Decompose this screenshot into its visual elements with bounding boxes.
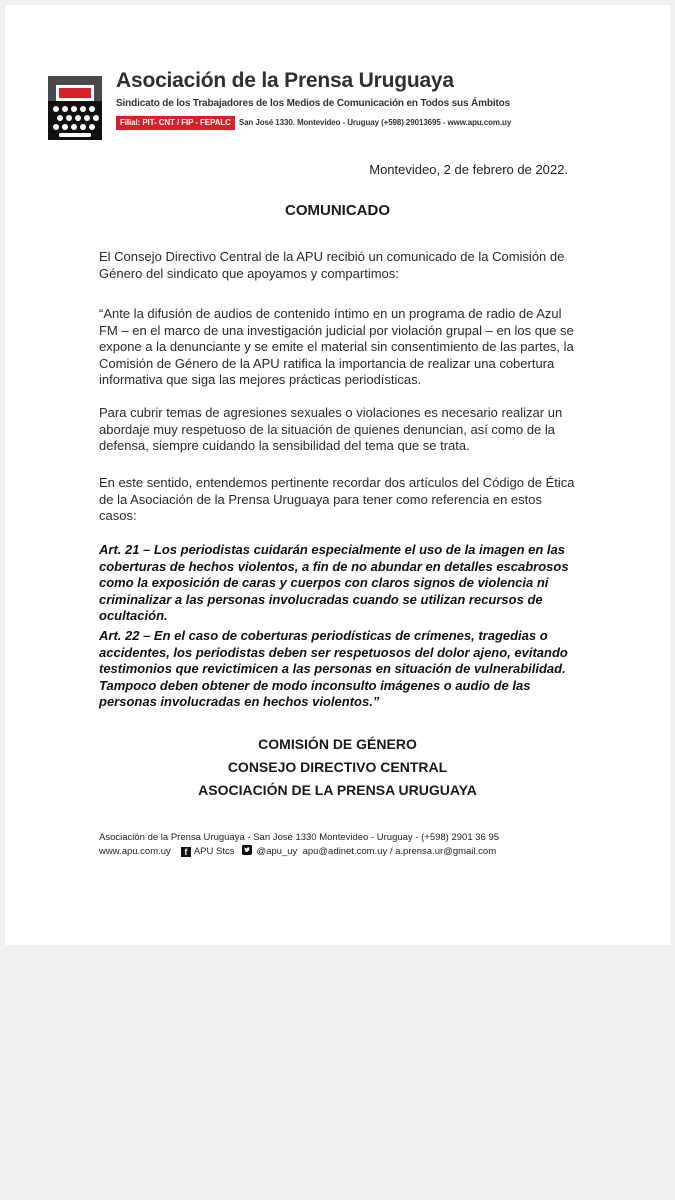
article-22: Art. 22 – En el caso de coberturas periodísticas de crímenes, tragedias o accidentes, los periodistas deben ser respetuosos del dolor ajeno, evitando testimonios que revictimicen a las personas en situación de vulnerabilidad. Tampoco deben obtener de modo inconsulto imágenes o audio de las personas involucradas en hechos violentos.”: [99, 628, 568, 710]
org-subtitle: Sindicato de los Trabajadores de los Medios de Comunicación en Todos sus Ámbitos: [116, 98, 511, 109]
facebook-icon: f: [181, 847, 191, 857]
footer-address: Asociación de la Prensa Uruguaya - San José 1330 Montevideo - Uruguay - (+598) 2901 36 95: [99, 832, 500, 843]
paragraph-approach: Para cubrir temas de agresiones sexuales o violaciones es necesario realizar un abordaje muy respetuoso de la situación de quienes denuncian, así como de la defensa, siempre cuidando la sensibilidad del tema que se trata.: [99, 405, 563, 453]
letterhead: [40, 68, 540, 144]
typewriter-icon: [45, 74, 105, 140]
paragraph-code-reference: En este sentido, entendemos pertinente recordar dos artículos del Código de Ética de la Asociación de la Prensa Uruguaya para tener como referencia en estos casos:: [99, 475, 575, 523]
letterhead-address: San José 1330. Montevideo - Uruguay (+598) 29013695 - www.apu.com.uy: [238, 118, 512, 127]
org-name: Asociación de la Prensa Uruguaya: [116, 69, 454, 92]
footer-emails[interactable]: apu@adinet.com.uy / a.prensa.ur@gmail.com: [302, 846, 497, 857]
paragraph-statement: “Ante la difusión de audios de contenido íntimo en un programa de radio de Azul FM – en el marco de una investigación judicial por violación grupal – en los que se expone a la denunciante y se emite el material sin consentimiento de las partes, la Comisión de Género de la APU ratifica la importancia de realizar una cobertura informativa que siga las mejores prácticas periodísticas.: [99, 306, 574, 387]
document-title: COMUNICADO: [285, 202, 390, 219]
footer-facebook[interactable]: APU Stcs: [193, 846, 235, 857]
footer-website[interactable]: www.apu.com.uy: [99, 846, 171, 857]
signature-council: CONSEJO DIRECTIVO CENTRAL: [227, 759, 448, 775]
footer-twitter[interactable]: @apu_uy: [256, 846, 298, 857]
article-21: Art. 21 – Los periodistas cuidarán especialmente el uso de la imagen en las coberturas de hechos violentos, a fin de no abundar en detalles escabrosos como la exposición de caras y cuerpos con claros signos de violencia ni criminalizar a las personas involucradas cuando se utilizan recursos de ocultación.: [99, 542, 569, 624]
paragraph-intro: El Consejo Directivo Central de la APU recibió un comunicado de la Comisión de Género del sindicato que apoyamos y compartimos:: [99, 249, 565, 281]
twitter-icon: [242, 845, 252, 855]
document-date: Montevideo, 2 de febrero de 2022.: [369, 162, 568, 177]
filial-badge: Filial: PIT- CNT / FIP - FEPALC: [116, 116, 235, 130]
letterhead-info-row: [116, 116, 511, 130]
signature-association: ASOCIACIÓN DE LA PRENSA URUGUAYA: [198, 782, 477, 798]
footer-contacts: [99, 845, 496, 857]
signature-commission: COMISIÓN DE GÉNERO: [258, 736, 417, 752]
